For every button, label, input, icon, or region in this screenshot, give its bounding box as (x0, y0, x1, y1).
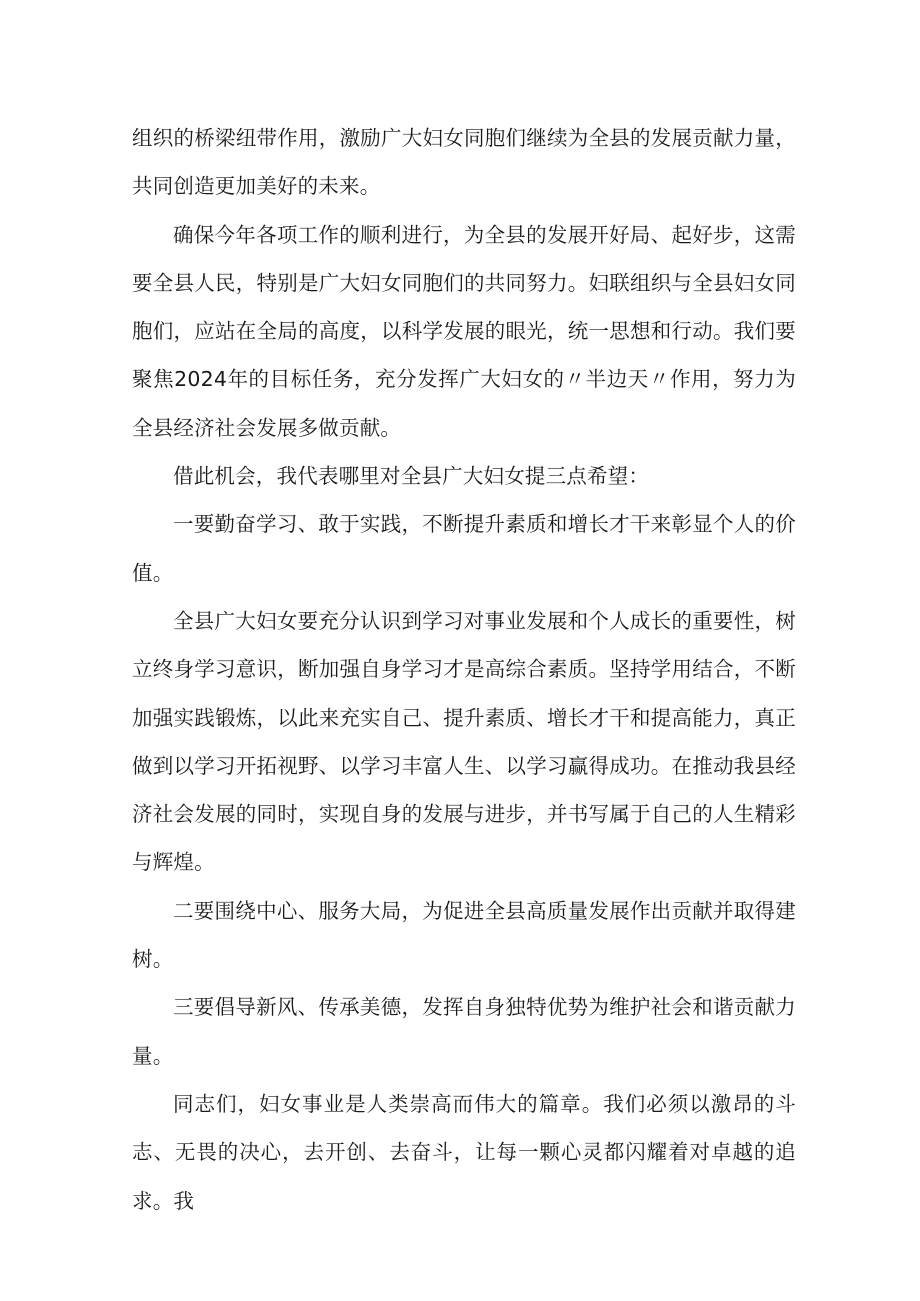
paragraph: 借此机会，我代表哪里对全县广大妇女提三点希望： (173, 464, 650, 489)
paragraph: 确保今年各项工作的顺利进行，为全县的发展开好局、起好步，这需要全县人民，特别是广大妇女同胞们的共同努力。妇联组织与全县妇女同胞们，应站在全局的高度，以科学发展的眼光，统一思想和行动。我们要聚焦2024年的目标任务，充分发挥广大妇女的〃半边天〃作用，努力为全县经济社会发展多做贡献。 (132, 222, 796, 440)
paragraph: 全县广大妇女要充分认识到学习对事业发展和个人成长的重要性，树立终身学习意识，断加强自身学习才是高综合素质。坚持学用结合，不断加强实践锻炼，以此来充实自己、提升素质、增长才干和提高能力，真正做到以学习开拓视野、以学习丰富人生、以学习赢得成功。在推动我县经济社会发展的同时，实现自身的发展与进步，并书写属于自己的人生精彩与辉煌。 (132, 608, 796, 875)
paragraph: 三要倡导新风、传承美德，发挥自身独特优势为维护社会和谐贡献力量。 (132, 995, 796, 1068)
paragraph: 一要勤奋学习、敢于实践，不断提升素质和增长才干来彰显个人的价值。 (132, 512, 796, 585)
paragraph: 二要围绕中心、服务大局，为促进全县高质量发展作出贡献并取得建树。 (132, 898, 796, 972)
document-body (132, 114, 796, 1225)
paragraph: 同志们，妇女事业是人类崇高而伟大的篇章。我们必须以激昂的斗志、无畏的决心，去开创、去奋斗，让每一颗心灵都闪耀着对卓越的追求。我 (132, 1091, 796, 1213)
paragraph-continued: 组织的桥梁纽带作用，激励广大妇女同胞们继续为全县的发展贡献力量，共同创造更加美好的未来。 (132, 126, 796, 199)
